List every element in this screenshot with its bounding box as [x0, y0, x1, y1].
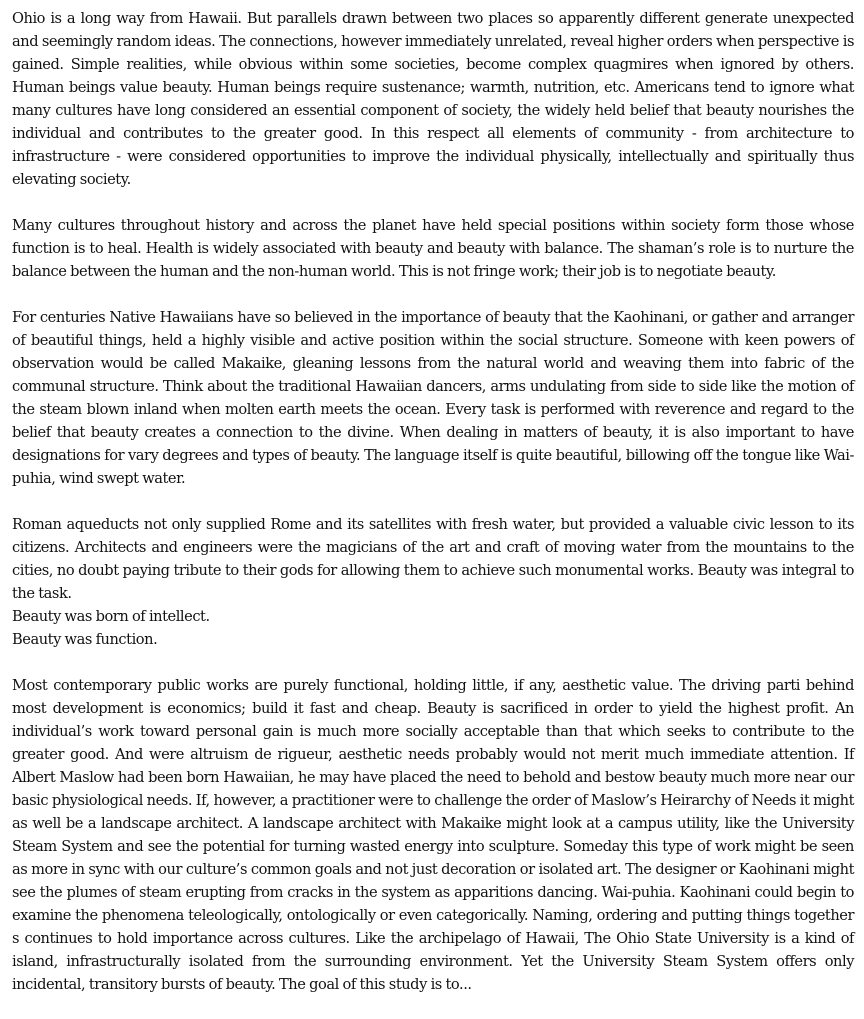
paragraph-healers: Many cultures throughout history and across the planet have held special positions within society form those whose function is to heal. Health is widely associated with beauty and beauty with balance. The shaman’s role is to nurture the balance between the human and the non-human world. This is not fringe work; their job is to negotiate beauty. — [12, 217, 854, 280]
paragraph-native-hawaiians: For centuries Native Hawaiians have so believed in the importance of beauty that the Kaohinani, or gather and arranger of beautiful things, held a highly visible and active position within the social structure. Someone with keen powers of observation would be called Makaike, gleaning lessons from the natural world and weaving them into fabric of the communal structure. Think about the traditional Hawaiian dancers, arms undulating from side to side like the motion of the steam blown inland when molten earth meets the ocean. Every task is performed with reverence and regard to the belief that beauty creates a connection to the divine. When dealing in matters of beauty, it is also important to have designations for vary degrees and types of beauty. The language itself is quite beautiful, billowing off the tongue like Wai-puhia, wind swept water. — [12, 309, 854, 487]
beauty-function-line: Beauty was function. — [12, 631, 158, 648]
aqueducts-text: Roman aqueducts not only supplied Rome and its satellites with fresh water, but provided a valuable civic lesson to its citizens. Architects and engineers were the magicians of the art and craft of moving water from the mountains to the cities, no doubt paying tribute to their gods for allowing them to achieve such monumental works. Beauty was integral to the task. — [12, 516, 854, 602]
paragraph-public-works: Most contemporary public works are purely functional, holding little, if any, aesthetic value. The driving parti behind most development is economics; build it fast and cheap. Beauty is sacrificed in order to yield the highest profit. An individual’s work toward personal gain is much more socially acceptable than that which seeks to contribute to the greater good. And were altruism de rigueur, aesthetic needs probably would not merit much immediate attention. If Albert Maslow had been born Hawaiian, he may have placed the need to behold and bestow beauty much more near our basic physiological needs. If, however, a practitioner were to challenge the order of Maslow’s Heirarchy of Needs it might as well be a landscape architect. A landscape architect with Makaike might look at a campus utility, like the University Steam System and see the potential for turning wasted energy into sculpture. Someday this type of work might be seen as more in sync with our culture’s common goals and not just decoration or isolated art. The designer or Kaohinani might see the plumes of steam erupting from cracks in the system as apparitions dancing. Wai-puhia. Kaohinani could begin to examine the phenomena teleologically, ontologically or even categorically. Naming, ordering and putting things together s continues to hold importance across cultures. Like the archipelago of Hawaii, The Ohio State University is a kind of island, infrastructurally isolated from the surrounding environment. Yet the University Steam System offers only incidental, transitory bursts of beauty. The goal of this study is to... — [12, 677, 854, 993]
beauty-intellect-line: Beauty was born of intellect. — [12, 608, 210, 625]
paragraph-ohio-hawaii: Ohio is a long way from Hawaii. But parallels drawn between two places so apparently different generate unexpected and seemingly random ideas. The connections, however immediately unrelated, reveal higher orders when perspective is gained. Simple realities, while obvious within some societies, become complex quagmires when ignored by others. Human beings value beauty. Human beings require sustenance; warmth, nutrition, etc. Americans tend to ignore what many cultures have long considered an essential component of society, the widely held belief that beauty nourishes the individual and contributes to the greater good. In this respect all elements of community - from architecture to infrastructure - were considered opportunities to improve the individual physically, intellectually and spiritually thus elevating society. — [12, 10, 854, 188]
document-body — [12, 7, 854, 1019]
paragraph-roman-aqueducts — [12, 513, 854, 651]
